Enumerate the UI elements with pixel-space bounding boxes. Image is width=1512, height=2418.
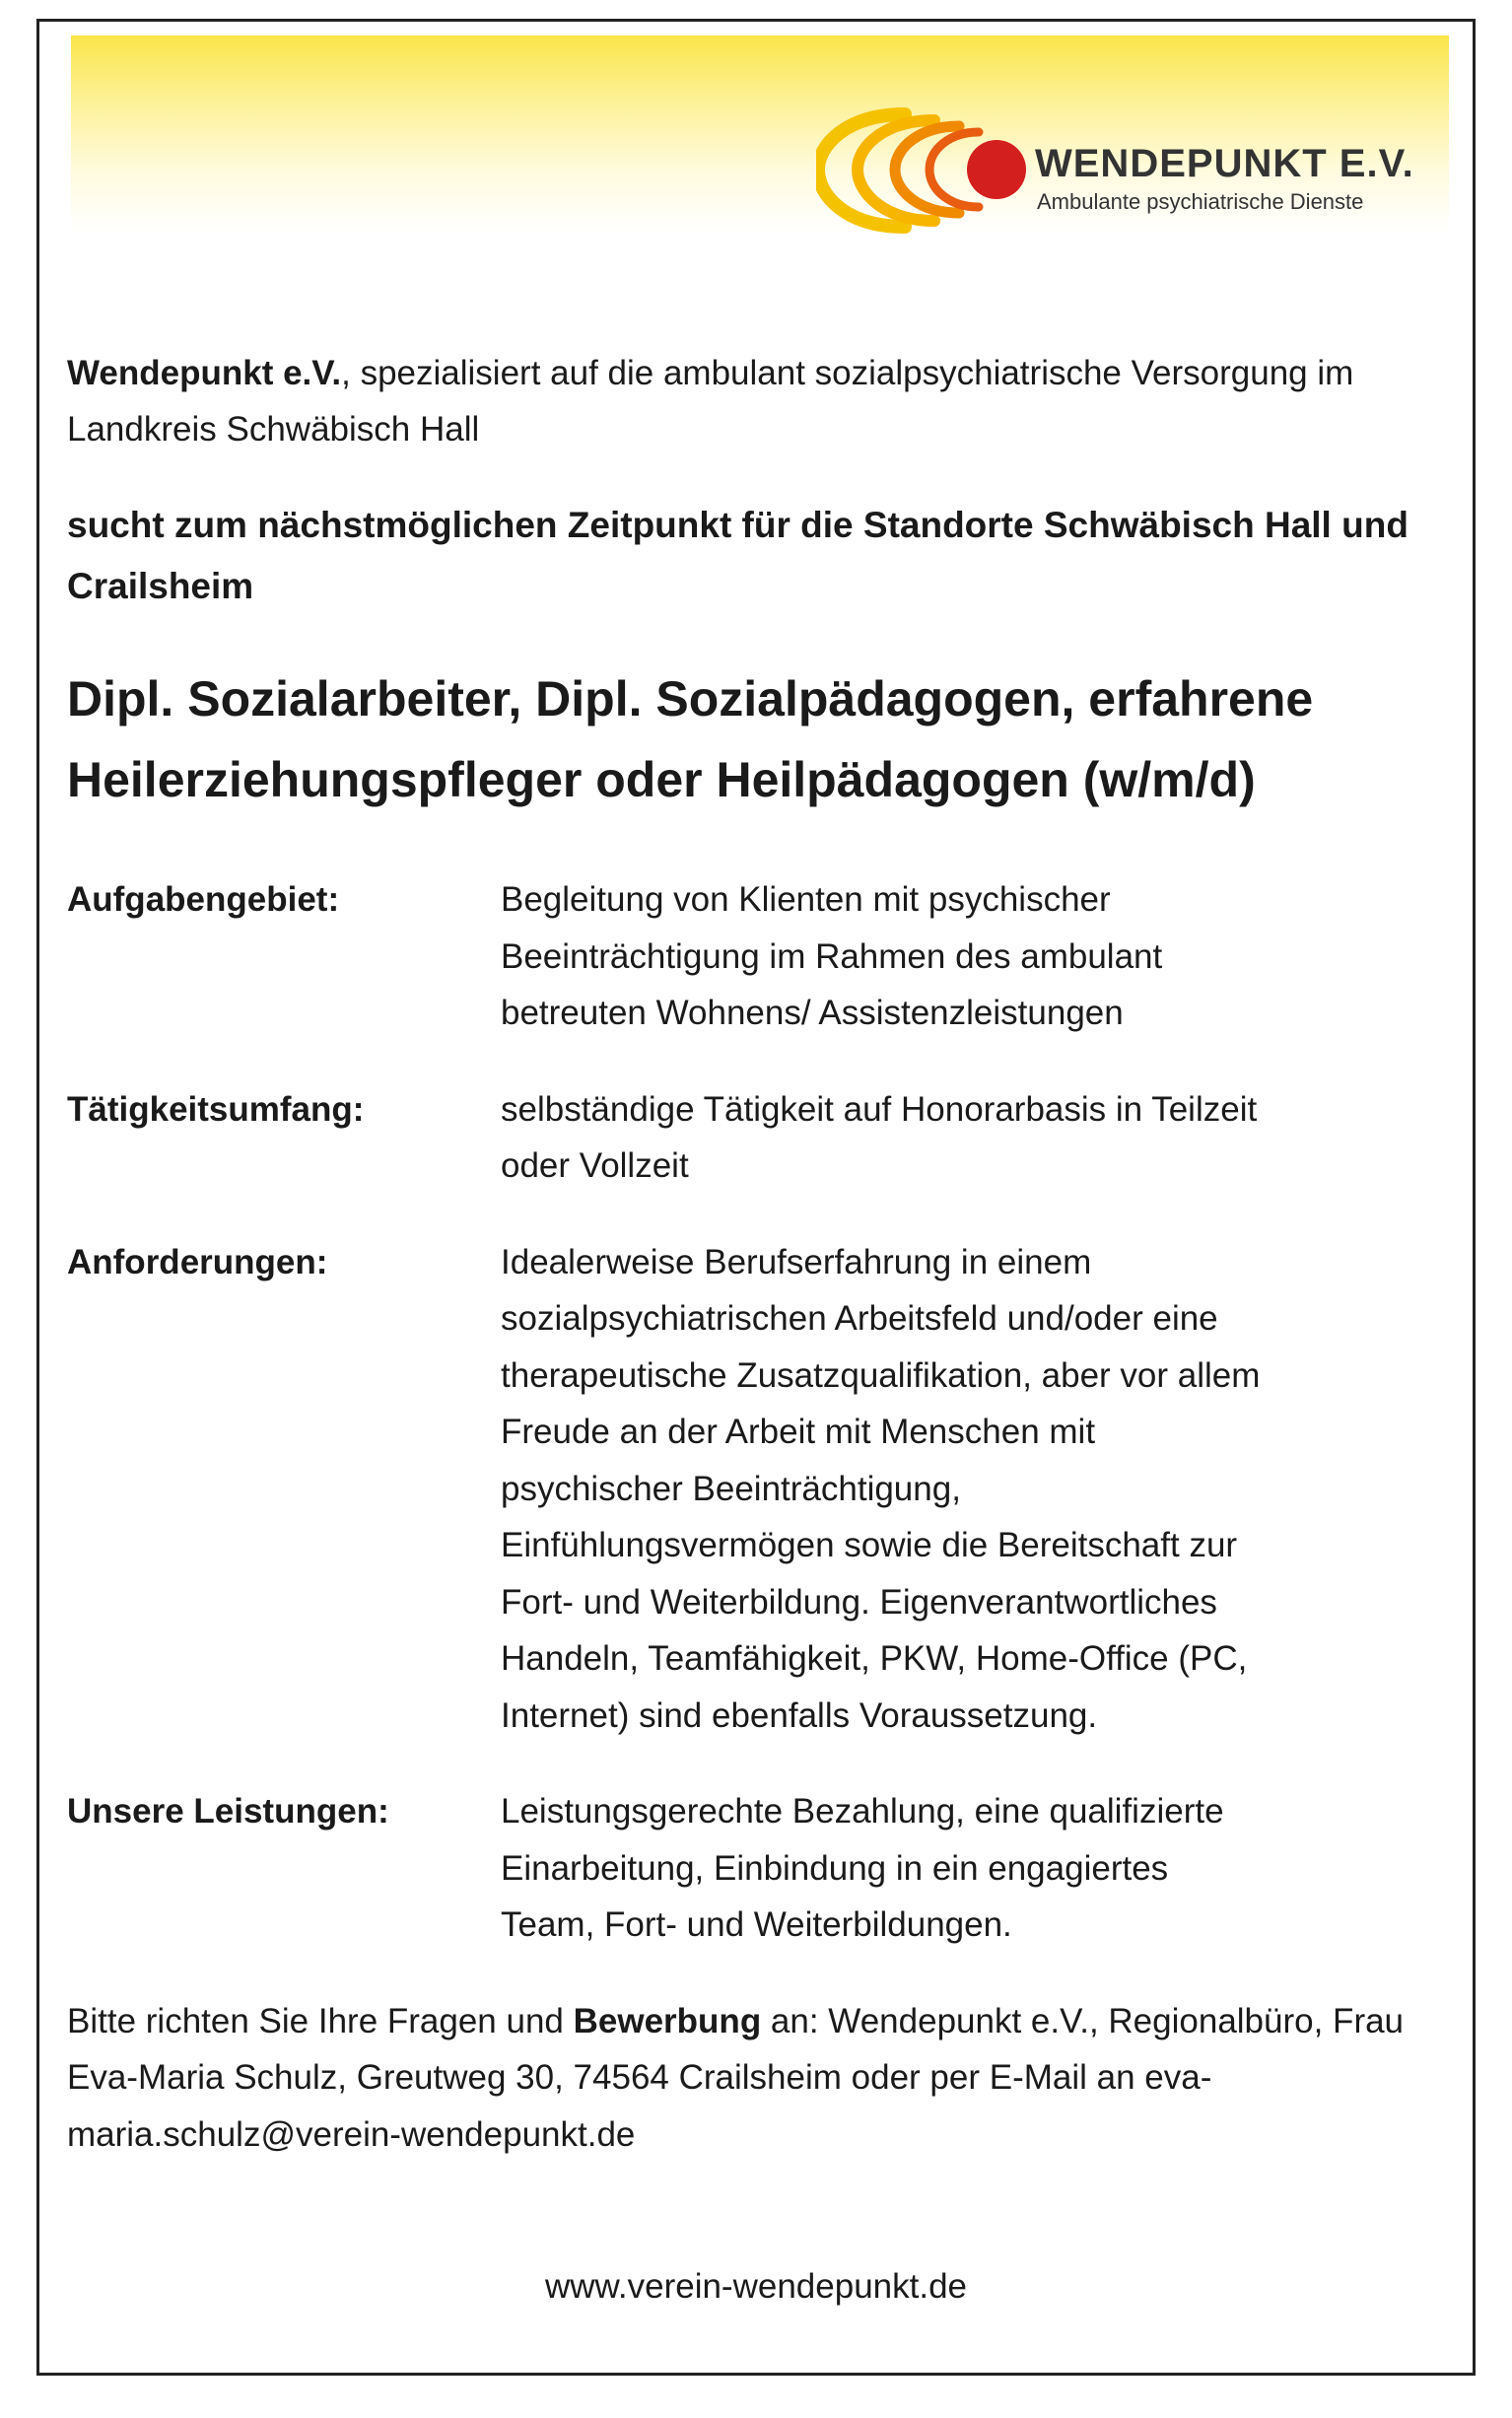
section-label: Unsere Leistungen: bbox=[67, 1792, 389, 1831]
wendepunkt-logo bbox=[816, 106, 1427, 235]
logo-name: WENDEPUNKT E.V. bbox=[1035, 142, 1414, 185]
section-taetigkeitsumfang bbox=[67, 1081, 1427, 1195]
contact-text-before: Bitte richten Sie Ihre Fragen und bbox=[67, 2001, 574, 2040]
contact-text-after: an: Wendepunkt e.V., Regionalbüro, Frau Eva-Maria Schulz, Greutweg 30, 74564 Crailsheim oder per E-Mail an eva-maria.schulz@verein-wendepunkt.de bbox=[67, 2001, 1405, 2154]
section-unsere-leistungen bbox=[67, 1783, 1427, 1954]
section-anforderungen bbox=[67, 1234, 1427, 1745]
intro-paragraph bbox=[67, 345, 1427, 457]
logo-red-dot-icon bbox=[967, 140, 1026, 199]
seeks-heading: sucht zum nächstmöglichen Zeitpunkt für die Standorte Schwäbisch Hall und Crailsheim bbox=[67, 505, 1409, 606]
intro-text: , spezialisiert auf die ambulant sozialpsychiatrische Versorgung im Landkreis Schwäbisch Hall bbox=[67, 354, 1354, 449]
website-link[interactable]: www.verein-wendepunkt.de bbox=[544, 2267, 967, 2306]
section-text: Begleitung von Klienten mit psychischer Beeinträchtigung im Rahmen des ambulant betreuten Wohnens/ Assistenzleistungen bbox=[501, 880, 1163, 1032]
logo-arcs-icon bbox=[816, 106, 1043, 235]
contact-bold-application: Bewerbung bbox=[573, 2001, 762, 2040]
contact-paragraph bbox=[67, 1993, 1427, 2164]
job-ad-content bbox=[67, 345, 1427, 2197]
section-label: Tätigkeitsumfang: bbox=[67, 1089, 365, 1129]
section-label: Aufgabengebiet: bbox=[67, 880, 340, 919]
section-text: selbständige Tätigkeit auf Honorarbasis in Teilzeit oder Vollzeit bbox=[501, 1089, 1258, 1185]
section-aufgabengebiet bbox=[67, 871, 1427, 1042]
intro-org-name: Wendepunkt e.V. bbox=[67, 354, 342, 392]
job-title: Dipl. Sozialarbeiter, Dipl. Sozialpädagogen, erfahrene Heilerziehungspfleger oder Heilpädagogen (w/m/d) bbox=[67, 671, 1314, 807]
section-text: Idealerweise Berufserfahrung in einem sozialpsychiatrischen Arbeitsfeld und/oder eine therapeutische Zusatzqualifikation, aber vor allem Freude an der Arbeit mit Menschen mit psychischer Beeinträchtigung, Einfühlungsvermögen sowie die Bereitschaft zur Fort- und Weiterbildung. Eigenverantwortliches Handeln, Teamfähigkeit, PKW, Home-Office (PC, Internet) sind ebenfalls Voraussetzung. bbox=[501, 1242, 1261, 1735]
section-label: Anforderungen: bbox=[67, 1242, 328, 1281]
logo-tagline: Ambulante psychiatrische Dienste bbox=[1037, 189, 1364, 214]
section-text: Leistungsgerechte Bezahlung, eine qualifizierte Einarbeitung, Einbindung in ein engagiertes Team, Fort- und Weiterbildungen. bbox=[501, 1792, 1224, 1944]
